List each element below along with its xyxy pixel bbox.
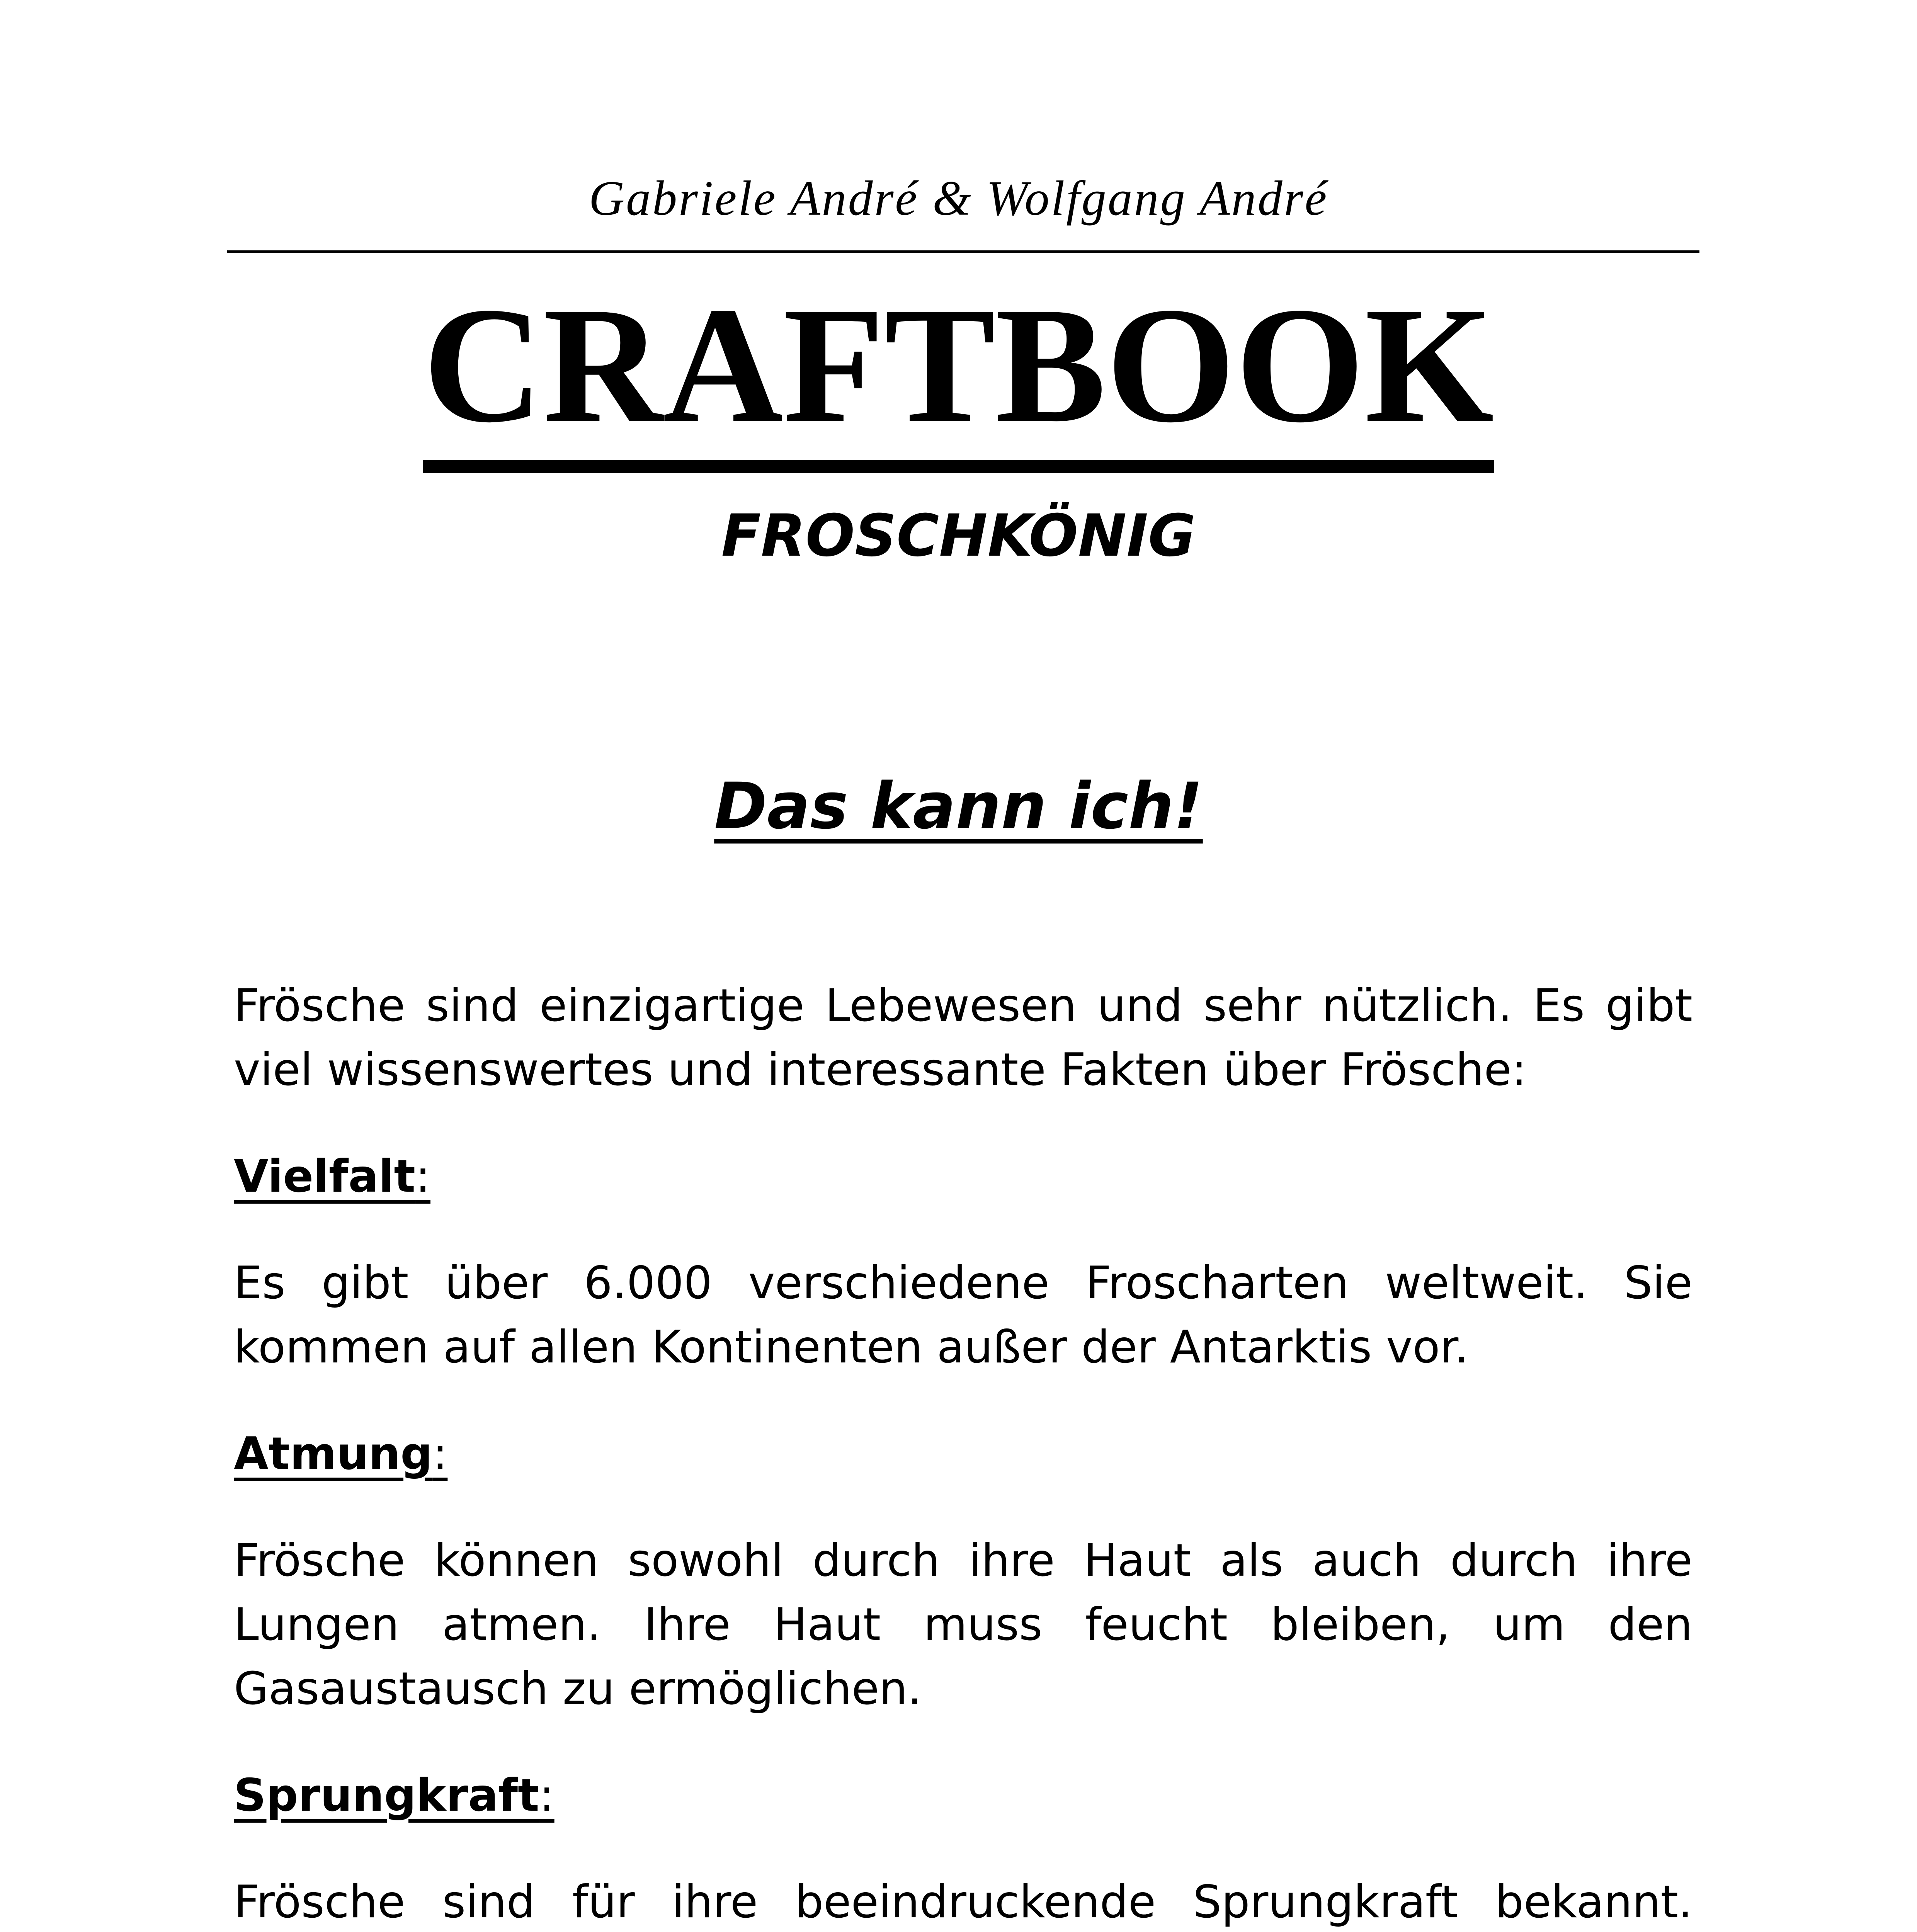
heading-colon: : bbox=[539, 1769, 555, 1821]
section-title bbox=[0, 769, 1917, 843]
paragraph-vielfalt: Es gibt über 6.000 verschiedene Froscharten weltweit. Sie kommen auf allen Kontinenten außer der Antarktis vor. bbox=[234, 1257, 1692, 1373]
book-subtitle: FROSCHKÖNIG bbox=[721, 502, 1196, 570]
heading-vielfalt bbox=[234, 1145, 1692, 1209]
header-authors: Gabriele André & Wolfgang André bbox=[589, 171, 1328, 226]
heading-colon: : bbox=[415, 1150, 430, 1202]
intro-paragraph: Frösche sind einzigartige Lebewesen und sehr nützlich. Es gibt viel wissenswertes und interessante Fakten über Frösche: bbox=[234, 980, 1692, 1096]
paragraph-atmung: Frösche können sowohl durch ihre Haut als auch durch ihre Lungen atmen. Ihre Haut muss feucht bleiben, um den Gasaustausch zu ermöglichen. bbox=[234, 1534, 1692, 1715]
heading-atmung bbox=[234, 1422, 1692, 1486]
body-text bbox=[234, 974, 1692, 1932]
heading-label: Atmung bbox=[234, 1428, 433, 1480]
header-divider bbox=[227, 250, 1699, 253]
heading-label: Vielfalt bbox=[234, 1150, 415, 1202]
book-title-text: CRAFTBOOK bbox=[423, 282, 1494, 473]
heading-label: Sprungkraft bbox=[234, 1769, 539, 1821]
section-title-text: Das kann ich! bbox=[714, 769, 1203, 843]
book-title bbox=[0, 273, 1917, 473]
heading-sprungkraft bbox=[234, 1764, 1692, 1828]
heading-colon: : bbox=[432, 1428, 448, 1480]
paragraph-sprungkraft: Frösche sind für ihre beeindruckende Sprungkraft bekannt. bbox=[234, 1876, 1692, 1928]
